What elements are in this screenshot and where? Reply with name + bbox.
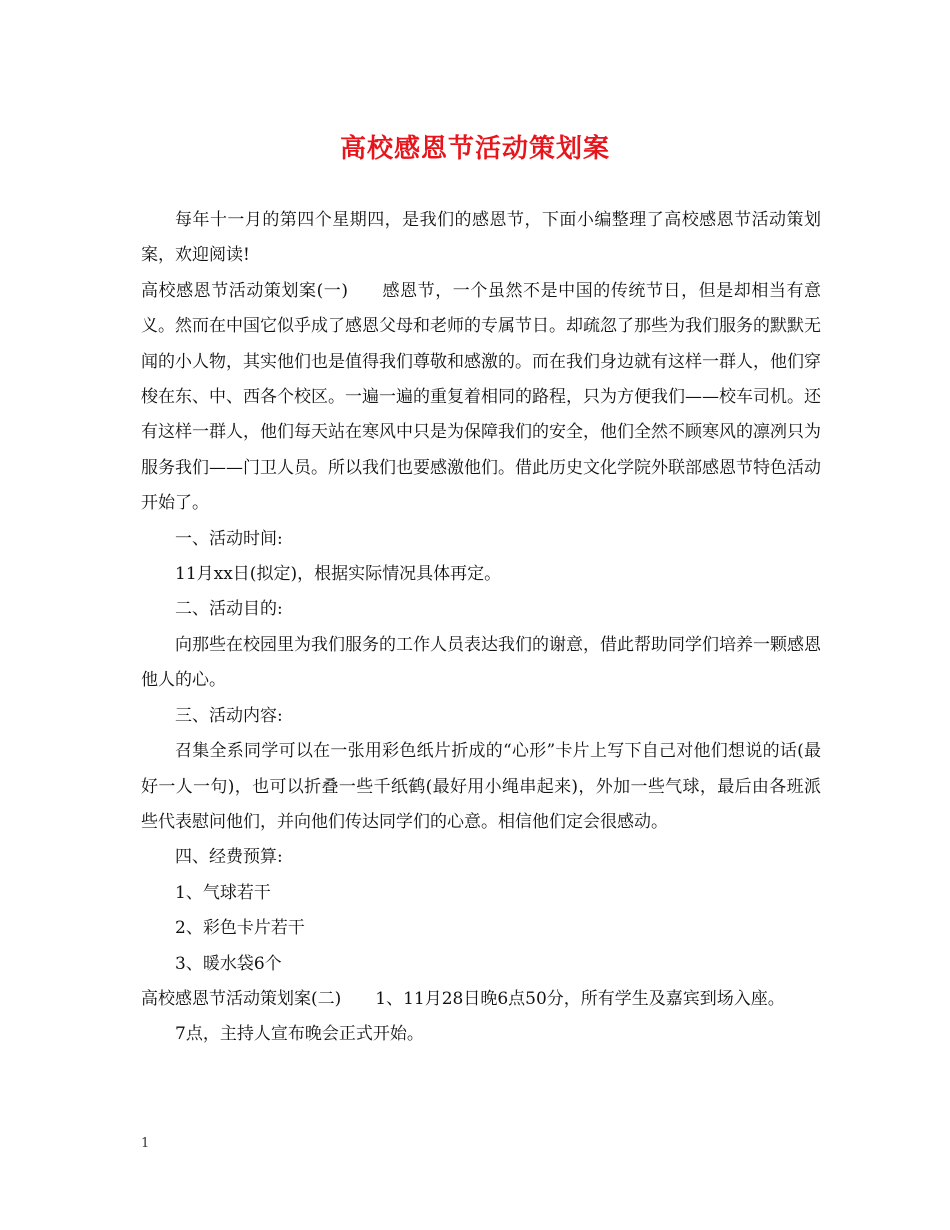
- plan2-next-paragraph: 7点，主持人宣布晚会正式开始。: [175, 1024, 424, 1045]
- section1-text: 11月xx日(拟定)，根据实际情况具体再定。: [175, 564, 502, 585]
- section3-text: 召集全系同学可以在一张用彩色纸片折成的“心形”卡片上写下自己对他们想说的话(最好一人一句)，也可以折叠一些千纸鹤(最好用小绳串起来)，外加一些气球，最后由各班派些代表慰问他们，并向他们传达同学们的心意。相信他们定会很感动。: [141, 741, 821, 832]
- budget-item: 1、气球若干: [175, 882, 271, 903]
- page-number: 1: [141, 1136, 150, 1151]
- section4-heading: 四、经费预算:: [175, 847, 283, 868]
- section1-heading: 一、活动时间:: [175, 528, 283, 549]
- plan2-paragraph: [141, 982, 821, 1017]
- section2-heading: 二、活动目的:: [175, 599, 283, 620]
- plan2-text: 1、11月28日晚6点50分，所有学生及嘉宾到场入座。: [375, 988, 785, 1009]
- section3-heading: 三、活动内容:: [175, 705, 283, 726]
- document-body: [141, 203, 821, 1053]
- plan2-heading: 高校感恩节活动策划案(二): [141, 988, 342, 1009]
- intro-paragraph: 每年十一月的第四个星期四，是我们的感恩节，下面小编整理了高校感恩节活动策划案，欢迎阅读!: [141, 210, 821, 266]
- plan1-text: 感恩节，一个虽然不是中国的传统节日，但是却相当有意义。然而在中国它似乎成了感恩父母和老师的专属节日。却疏忽了那些为我们服务的默默无闻的小人物，其实他们也是值得我们尊敬和感激的。而在我们身边就有这样一群人，他们穿梭在东、中、西各个校区。一遍一遍的重复着相同的路程，只为方便我们——校车司机。还有这样一群人，他们每天站在寒风中只是为保障我们的安全，他们全然不顾寒风的凛冽只为服务我们——门卫人员。所以我们也要感激他们。借此历史文化学院外联部感恩节特色活动开始了。: [141, 280, 822, 514]
- section2-text: 向那些在校园里为我们服务的工作人员表达我们的谢意，借此帮助同学们培养一颗感恩他人的心。: [141, 634, 821, 691]
- document-title: 高校感恩节活动策划案: [339, 134, 610, 164]
- budget-item: 2、彩色卡片若干: [175, 918, 305, 939]
- plan1-paragraph: [141, 274, 821, 522]
- plan1-heading: 高校感恩节活动策划案(一): [141, 280, 348, 301]
- budget-item: 3、暖水袋6个: [175, 953, 282, 974]
